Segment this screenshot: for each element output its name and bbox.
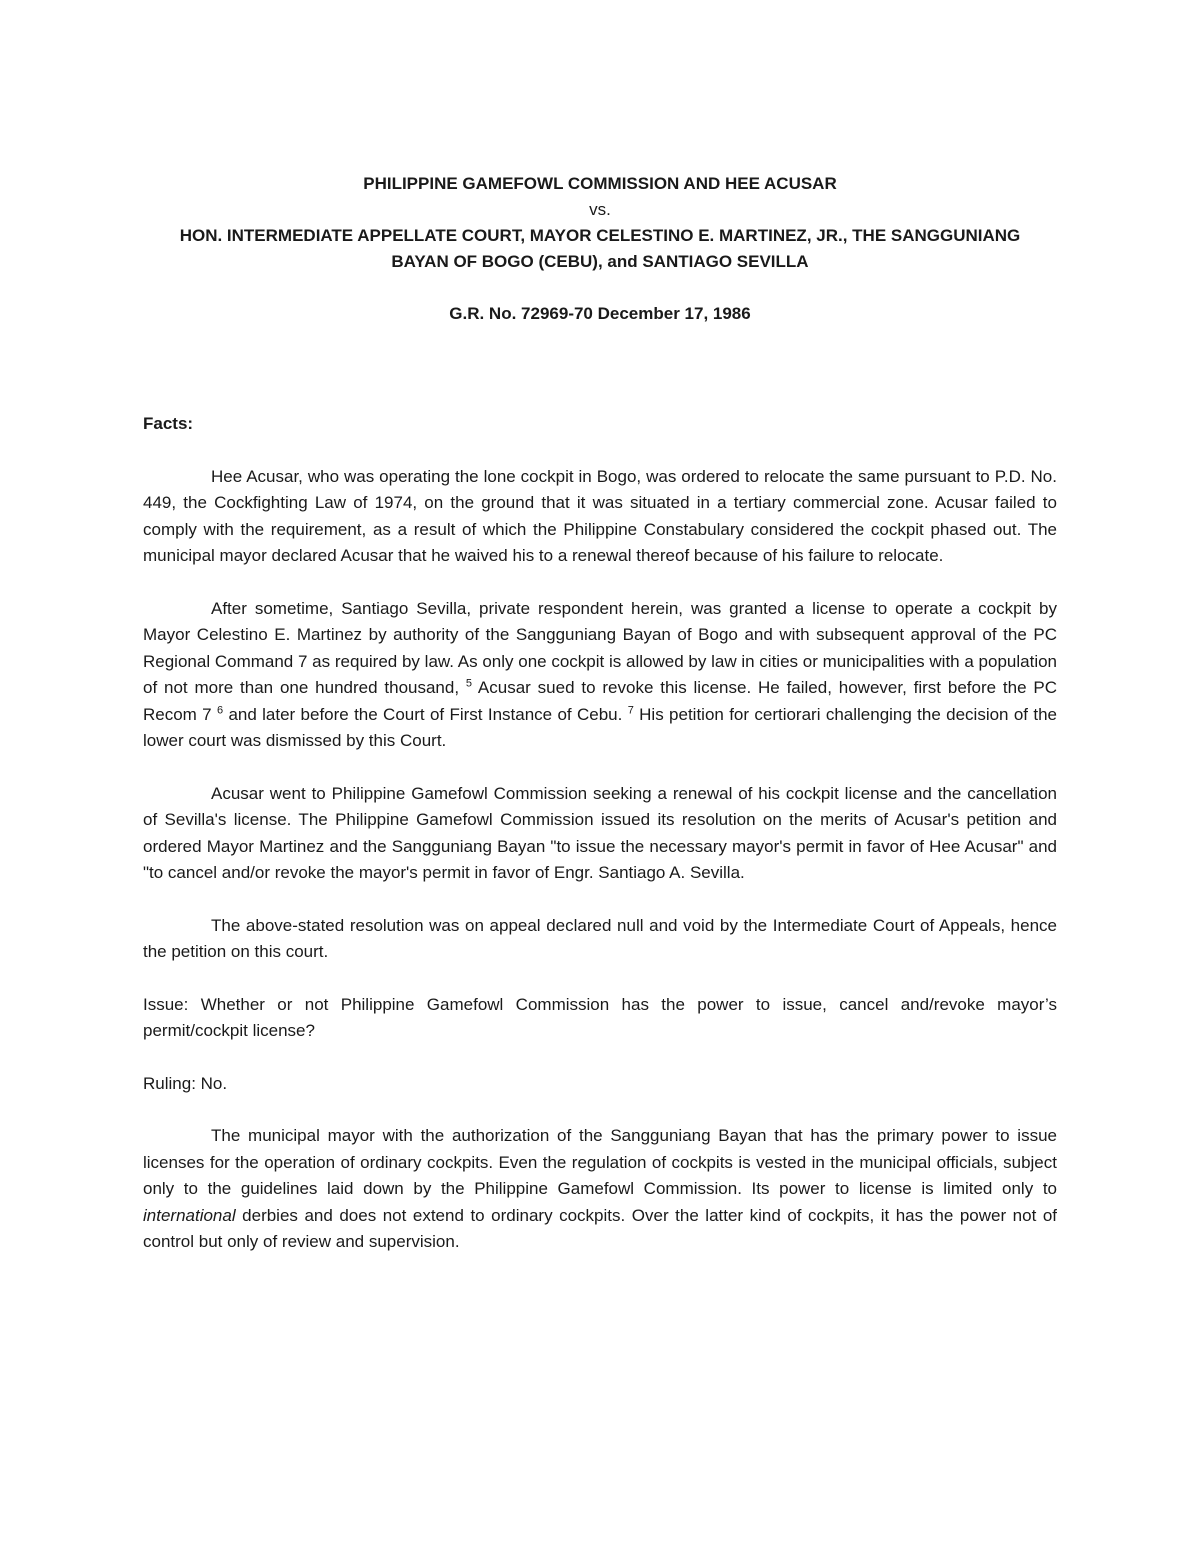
case-caption	[120, 171, 1080, 327]
ruling-part-a: The municipal mayor with the authorization of the Sangguniang Bayan that has the primary power to issue licenses for the operation of ordinary cockpits. Even the regulation of cockpits is vested in the municipal officials, subject only to the guidelines laid down by the Philippine Gamefowl Commission. Its power to license is limited only to	[143, 1126, 1057, 1198]
facts-p2-part-a: After sometime, Santiago Sevilla, private respondent herein, was granted a license to operate a cockpit by Mayor Celestino E. Martinez by authority of the Sangguniang Bayan of Bogo and with subsequent approval of the PC Regional Command 7 as required by law. As only one cockpit is allowed by law in cities or municipalities with a population of not more than one hundred thousand,	[143, 598, 1057, 697]
case-number: G.R. No. 72969-70 December 17, 1986	[449, 304, 751, 323]
versus-line: vs.	[589, 200, 611, 219]
issue-paragraph: Issue: Whether or not Philippine Gamefowl Commission has the power to issue, cancel and/revoke mayor’s permit/cockpit license?	[143, 994, 1057, 1040]
footnote-ref-5: 5	[465, 677, 473, 690]
petitioners-line: PHILIPPINE GAMEFOWL COMMISSION AND HEE ACUSAR	[363, 174, 837, 193]
facts-paragraph-2	[143, 596, 1057, 755]
footnote-ref-6: 6	[216, 703, 224, 716]
spacer	[120, 275, 1080, 301]
facts-paragraph-3: Acusar went to Philippine Gamefowl Commission seeking a renewal of his cockpit license and the cancellation of Sevilla's license. The Philippine Gamefowl Commission issued its resolution on the merits of Acusar's petition and ordered Mayor Martinez and the Sangguniang Bayan "to issue the necessary mayor's permit in favor of Hee Acusar" and "to cancel and/or revoke the mayor's permit in favor of Engr. Santiago A. Sevilla.	[143, 783, 1057, 882]
facts-p2-part-c: and later before the Court of First Instance of Cebu.	[223, 704, 623, 724]
facts-paragraph-1: Hee Acusar, who was operating the lone cockpit in Bogo, was ordered to relocate the same pursuant to P.D. No. 449, the Cockfighting Law of 1974, on the ground that it was situated in a tertiary commercial zone. Acusar failed to comply with the requirement, as a result of which the Philippine Constabulary considered the cockpit phased out. The municipal mayor declared Acusar that he waived his to a renewal thereof because of his failure to relocate.	[143, 466, 1057, 565]
ruling-italic-term: international	[143, 1205, 236, 1225]
ruling-paragraph	[143, 1123, 1057, 1256]
document-body	[143, 411, 1057, 1282]
facts-p2-part-b: Acusar sued to revoke this license. He failed, however, first before the PC Recom 7	[143, 678, 1057, 724]
ruling-part-b: derbies and does not extend to ordinary cockpits. Over the latter kind of cockpits, it has the power not of control but only of review and supervision.	[143, 1205, 1057, 1251]
facts-p2-part-d: His petition for certiorari challenging the decision of the lower court was dismissed by this Court.	[143, 704, 1057, 750]
respondents-line-2: BAYAN OF BOGO (CEBU), and SANTIAGO SEVILLA	[391, 252, 809, 271]
respondents-line-1: HON. INTERMEDIATE APPELLATE COURT, MAYOR CELESTINO E. MARTINEZ, JR., THE SANGGUNIANG	[179, 226, 1021, 245]
facts-paragraph-4: The above-stated resolution was on appeal declared null and void by the Intermediate Court of Appeals, hence the petition on this court.	[143, 915, 1057, 961]
facts-heading: Facts:	[143, 414, 194, 433]
ruling-label: Ruling: No.	[143, 1073, 228, 1093]
footnote-ref-7: 7	[627, 703, 634, 716]
